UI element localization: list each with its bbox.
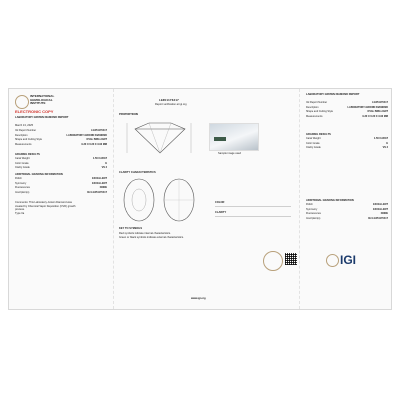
right-detail-value: OVAL BRILLIANT <box>367 110 388 113</box>
key-line-1: Red symbols indicate internal characteristics. <box>119 232 171 235</box>
middle-report-number: LG651176417 <box>159 99 179 102</box>
qr-code[interactable] <box>285 253 297 265</box>
additional-label: Inscription(s) <box>15 190 30 194</box>
color-scale-label: COLOR <box>215 201 225 204</box>
right-additional-value: NONE <box>380 212 388 215</box>
igi-logo-seal-icon <box>326 254 339 267</box>
right-detail-value: LABORATORY-GROWN DIAMOND <box>347 105 388 109</box>
detail-label: Measurements <box>15 142 32 146</box>
right-grading-label: Clarity Grade <box>306 146 321 149</box>
grading-value: 1.50 CARAT <box>92 157 107 160</box>
detail-value: LG651176417 <box>91 129 107 132</box>
right-grading-value: 1.50 CARAT <box>373 137 388 140</box>
detail-label: Description <box>15 133 28 137</box>
detail-value: 9.30 X 6.30 X 3.90 MM <box>81 142 107 146</box>
photo-detail <box>214 137 226 141</box>
right-additional-title: ADDITIONAL GRADING INFORMATION <box>306 199 354 202</box>
proportions-title: PROPORTIONS <box>119 113 139 116</box>
middle-column <box>113 89 299 309</box>
proportions-diagram <box>119 117 195 159</box>
electronic-copy-label: ELECTRONIC COPY <box>15 109 54 114</box>
right-grading-label: Color Grade <box>306 141 320 145</box>
right-detail-label: Description <box>306 105 319 109</box>
right-additional-value: EXCELLENT <box>373 203 388 206</box>
right-additional-value: IGI LG651176417 <box>368 216 388 220</box>
right-additional-label: Polish <box>306 203 313 206</box>
right-detail-label: Shape and Cutting Style <box>306 110 333 113</box>
report-date: March 13, 2025 <box>15 124 34 127</box>
grading-results-title: GRADING RESULTS <box>15 153 40 156</box>
comments-line-2: created by Chemical Vapor Deposition (CVD) growth <box>15 204 76 208</box>
igi-report-card <box>8 88 392 310</box>
key-to-symbols-title: KEY TO SYMBOLS <box>119 227 143 230</box>
left-column <box>9 89 114 309</box>
right-detail-value: LG651176417 <box>372 101 388 104</box>
hologram-seal-icon <box>263 251 283 271</box>
grading-value: VS 2 <box>101 166 107 169</box>
additional-grading-title: ADDITIONAL GRADING INFORMATION <box>15 173 63 176</box>
institute-line-2: GEMOLOGICAL <box>30 97 53 102</box>
right-column <box>299 89 394 309</box>
grading-label: Color Grade <box>15 161 29 165</box>
detail-value: LABORATORY-GROWN DIAMOND <box>66 133 107 137</box>
institute-line-1: INTERNATIONAL <box>30 94 55 98</box>
right-additional-label: Inscription(s) <box>306 216 321 220</box>
right-additional-label: Fluorescence <box>306 212 322 215</box>
right-additional-value: EXCELLENT <box>373 207 388 211</box>
comments-line-1: Comments: This Laboratory-Grown Diamond was <box>15 201 72 204</box>
detail-value: OVAL BRILLIANT <box>86 138 107 141</box>
diamond-photo <box>209 123 259 151</box>
sample-image-caption: Sample image used <box>218 152 241 155</box>
key-line-2: Green or black symbols indicate external characteristics. <box>119 235 184 239</box>
igi-website: www.igi.org <box>191 297 206 300</box>
grading-label: Carat Weight <box>15 157 30 160</box>
additional-label: Symmetry <box>15 181 27 185</box>
verify-text: Report verification at igi.org <box>155 103 187 106</box>
right-additional-label: Symmetry <box>306 207 318 211</box>
additional-value: EXCELLENT <box>92 181 107 185</box>
clarity-plot-diagram <box>121 177 197 223</box>
additional-value: EXCELLENT <box>92 177 107 180</box>
clarity-scale-rule <box>215 216 291 217</box>
clarity-scale-label: CLARITY <box>215 211 227 214</box>
right-detail-value: 9.30 X 6.30 X 3.90 MM <box>362 114 388 118</box>
right-report-type: LABORATORY GROWN DIAMOND REPORT <box>306 93 360 96</box>
additional-value: IGI LG651176417 <box>87 190 107 194</box>
clarity-characteristics-title: CLARITY CHARACTERISTICS <box>119 171 156 174</box>
grading-label: Clarity Grade <box>15 166 30 169</box>
institute-line-3: INSTITUTE <box>30 101 46 105</box>
comments-line-4: Type IIa <box>15 211 25 215</box>
igi-seal-icon <box>15 95 29 109</box>
grading-value: E <box>105 161 107 165</box>
left-report-type: LABORATORY GROWN DIAMOND REPORT <box>15 116 69 119</box>
detail-label: Shape and Cutting Style <box>15 138 42 141</box>
right-grading-title: GRADING RESULTS <box>306 133 331 136</box>
right-grading-label: Carat Weight <box>306 137 321 140</box>
right-detail-label: Measurements <box>306 114 323 118</box>
comments-line-3: process. <box>15 208 25 211</box>
color-scale-rule <box>215 206 291 207</box>
additional-label: Polish <box>15 177 22 180</box>
igi-logo-text: IGI <box>340 253 357 267</box>
right-grading-value: E <box>386 141 388 145</box>
detail-label: IGI Report Number <box>15 129 37 132</box>
additional-label: Fluorescence <box>15 186 31 189</box>
igi-logo <box>326 251 366 269</box>
right-detail-label: IGI Report Number <box>306 101 328 104</box>
additional-value: NONE <box>99 186 107 189</box>
right-grading-value: VS 2 <box>382 146 388 149</box>
